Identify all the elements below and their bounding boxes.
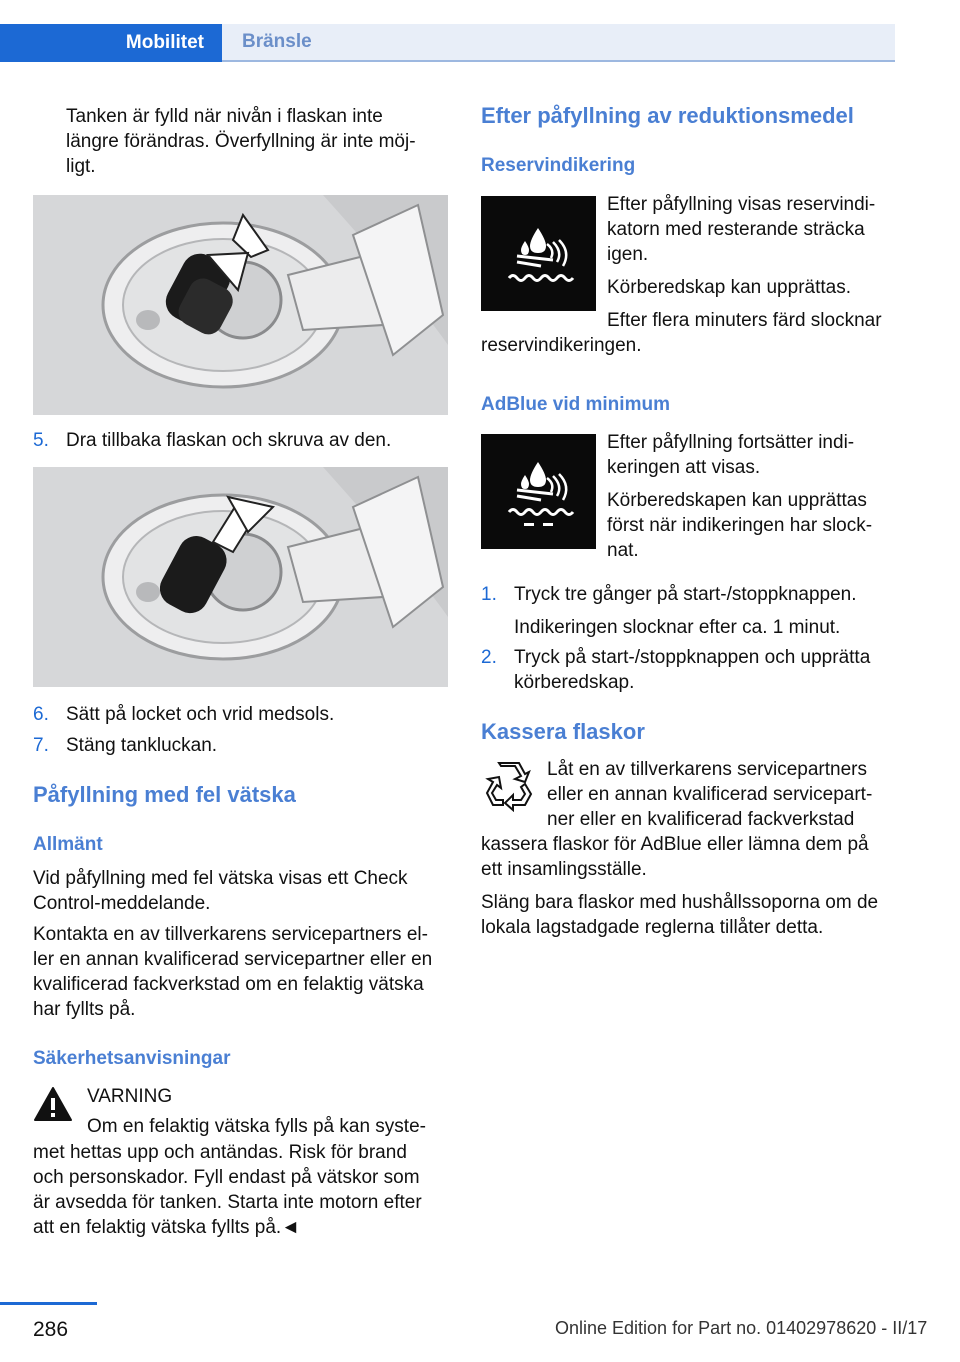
text-line: keringen att visas. (607, 457, 761, 478)
text-line: met hettas upp och antändas. Risk för brand (33, 1142, 407, 1163)
text-line: ler en annan kvalificerad servicepartner eller en (33, 949, 433, 970)
step-text: Tryck på start-/stoppknappen och upprätta (514, 647, 871, 668)
step-1 (481, 582, 901, 640)
heading-after-refill: Efter påfyllning av reduktionsmedel (481, 103, 854, 128)
step-subtext: Indikeringen slocknar efter ca. 1 minut. (514, 617, 841, 638)
adblue-minimum-icon (481, 434, 596, 549)
text-line: Kontakta en av tillverkarens servicepartners el‐ (33, 924, 428, 945)
step-7 (33, 733, 453, 758)
dispose-paragraph-bottom (481, 832, 901, 940)
reserve-paragraph-end (481, 333, 642, 358)
minimum-paragraph (607, 430, 902, 563)
recycle-icon (481, 760, 535, 812)
step-number: 1. (481, 584, 497, 605)
text-line: nat. (607, 540, 639, 561)
step-text: Stäng tankluckan. (66, 735, 218, 756)
tab-mobilitet[interactable]: Mobilitet (0, 24, 222, 62)
text-line: Efter flera minuters färd slocknar (607, 310, 882, 331)
text-line: Släng bara flaskor med hushållssoporna om de (481, 892, 879, 913)
header-tabs (0, 24, 895, 62)
warning-first-line (87, 1114, 447, 1139)
intro-line: Tanken är fylld när nivån i flaskan inte (66, 106, 383, 127)
text-line: kvalificerad fackverkstad om en felaktig vätska (33, 974, 424, 995)
footer-rule (0, 1302, 97, 1305)
adblue-reserve-icon (481, 196, 596, 311)
warning-paragraph (33, 1140, 453, 1240)
text-line: reservindikeringen. (481, 335, 642, 356)
text-line: lokala lagstadgade reglerna tillåter detta. (481, 917, 824, 938)
intro-paragraph (66, 104, 456, 179)
step-6 (33, 702, 453, 727)
step-5 (33, 428, 453, 453)
text-line: eller en annan kvalificerad servicepart‐ (547, 784, 873, 805)
step-number: 6. (33, 704, 49, 725)
intro-line: ligt. (66, 156, 96, 177)
text-line: kassera flaskor för AdBlue eller lämna dem på (481, 834, 869, 855)
text-line: igen. (607, 244, 649, 265)
filler-bottle-image-remove (33, 467, 448, 687)
text-line: Efter påfyllning visas reservindi‐ (607, 194, 876, 215)
page-number: 286 (33, 1318, 69, 1341)
text-line: har fyllts på. (33, 999, 136, 1020)
text-line: Vid påfyllning med fel vätska visas ett Check (33, 868, 408, 889)
text-line: Låt en av tillverkarens servicepartners (547, 759, 867, 780)
warning-title (87, 1084, 172, 1109)
subheading-general: Allmänt (33, 834, 103, 855)
step-text-cont: körberedskap. (514, 672, 635, 693)
text-line: är avsedda för tanken. Starta inte motorn efter (33, 1192, 422, 1213)
text-line: Efter påfyllning fortsätter indi‐ (607, 432, 855, 453)
text-line: att en felaktig vätska fyllts på.◄ (33, 1217, 300, 1238)
contact-paragraph (33, 922, 453, 1022)
warning-triangle-icon (33, 1086, 73, 1122)
general-paragraph (33, 866, 453, 916)
step-2 (481, 645, 901, 695)
text-line: Control-meddelande. (33, 893, 211, 914)
dispose-paragraph-top (547, 757, 902, 832)
text-line: Körberedskap kan upprättas. (607, 277, 851, 298)
subheading-safety: Säkerhetsanvisningar (33, 1048, 231, 1069)
step-number: 5. (33, 430, 49, 451)
subheading-minimum: AdBlue vid minimum (481, 394, 670, 415)
tab-bransle[interactable]: Bränsle (222, 24, 895, 62)
warning-title-text: VARNING (87, 1086, 173, 1107)
step-number: 7. (33, 735, 49, 756)
subheading-reserve: Reservindikering (481, 155, 636, 176)
edition-note: Online Edition for Part no. 01402978620 - II/17 (555, 1318, 928, 1338)
step-text: Sätt på locket och vrid medsols. (66, 704, 335, 725)
text-line: ner eller en kvalificerad fackverkstad (547, 809, 855, 830)
text-line: ett insamlingsställe. (481, 859, 647, 880)
heading-wrong-fluid: Påfyllning med fel vätska (33, 782, 296, 807)
text-line: först när indikeringen har slock‐ (607, 515, 873, 536)
intro-line: längre förändras. Överfyllning är inte möj‐ (66, 131, 416, 152)
filler-bottle-image-insert (33, 195, 448, 415)
text-line: Om en felaktig vätska fylls på kan syste‐ (87, 1116, 426, 1137)
text-line: Körberedskapen kan upprättas (607, 490, 867, 511)
text-line: katorn med resterande sträcka (607, 219, 865, 240)
reserve-paragraph (607, 192, 902, 333)
step-text: Tryck tre gånger på start-/stoppknappen. (514, 584, 857, 605)
step-text: Dra tillbaka flaskan och skruva av den. (66, 430, 392, 451)
text-line: och personskador. Fyll endast på vätskor som (33, 1167, 420, 1188)
step-number: 2. (481, 647, 497, 668)
heading-dispose-bottles: Kassera flaskor (481, 719, 645, 744)
